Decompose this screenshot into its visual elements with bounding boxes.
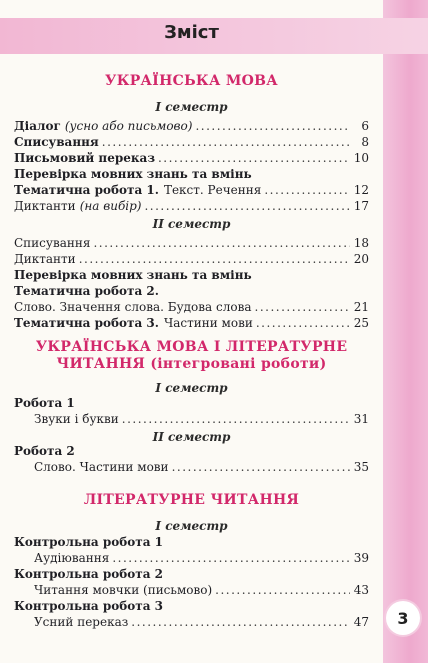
entry-title: Перевірка мовних знань та вмінь <box>14 167 252 181</box>
toc-entry[interactable] <box>34 615 369 631</box>
entry-title: Читання мовчки (письмово) <box>34 583 213 597</box>
entry-title: Слово. Значення слова. Будова слова <box>14 300 252 314</box>
entry-title: Списування <box>14 236 91 250</box>
toc-entry[interactable] <box>34 583 369 599</box>
semester-heading: II семестр <box>152 217 231 231</box>
toc-subheading <box>14 396 369 412</box>
entry-page: 10 <box>353 151 369 165</box>
toc-entry[interactable] <box>14 300 369 316</box>
toc-entry[interactable] <box>34 460 369 476</box>
semester-heading: II семестр <box>152 430 231 444</box>
entry-note: (усно або письмово) <box>64 119 193 133</box>
section-title-literary-reading: ЛІТЕРАТУРНЕ ЧИТАННЯ <box>83 492 300 508</box>
section-title-integrated-line1: УКРАЇНСЬКА МОВА І ЛІТЕРАТУРНЕ <box>35 339 348 355</box>
entry-title: Письмовий переказ <box>14 151 155 165</box>
dot-leader <box>256 316 350 330</box>
toc-subheading <box>14 444 369 460</box>
dot-leader <box>255 300 351 314</box>
entry-title: Диктанти <box>14 252 76 266</box>
dot-leader <box>195 119 350 133</box>
dot-leader <box>102 135 350 149</box>
toc-entry[interactable] <box>14 119 369 135</box>
dot-leader <box>215 583 350 597</box>
toc-entry[interactable] <box>34 412 369 428</box>
semester-heading: I семестр <box>155 100 228 114</box>
dot-leader <box>158 151 350 165</box>
toc-entry[interactable] <box>14 183 369 199</box>
entry-title: Аудіювання <box>34 551 110 565</box>
entry-title: Усний переказ <box>34 615 129 629</box>
toc-subheading <box>14 167 369 183</box>
entry-subtitle: Частини мови <box>163 316 253 330</box>
entry-page: 39 <box>353 551 369 565</box>
toc-entry[interactable] <box>34 551 369 567</box>
entry-page: 18 <box>353 236 369 250</box>
dot-leader <box>112 551 350 565</box>
toc-subheading <box>14 535 369 551</box>
dot-leader <box>131 615 350 629</box>
entry-title: Контрольна робота 3 <box>14 599 164 613</box>
entry-page: 12 <box>353 183 369 197</box>
dot-leader <box>79 252 350 266</box>
entry-title: Діалог <box>14 119 61 133</box>
dot-leader <box>93 236 350 250</box>
toc-subheading <box>14 268 369 284</box>
entry-page: 25 <box>353 316 369 330</box>
semester-heading: I семестр <box>155 381 228 395</box>
entry-title: Перевірка мовних знань та вмінь <box>14 268 252 282</box>
entry-page: 6 <box>361 119 369 133</box>
entry-title: Тематична робота 1. <box>14 183 159 197</box>
page-title: Зміст <box>164 22 219 43</box>
entry-subtitle: Текст. Речення <box>163 183 262 197</box>
toc-entry[interactable] <box>14 236 369 252</box>
dot-leader <box>122 412 350 426</box>
side-color-band <box>383 0 428 663</box>
page-number-badge: 3 <box>386 601 420 635</box>
toc-entry[interactable] <box>14 316 369 332</box>
entry-title: Списування <box>14 135 99 149</box>
entry-title: Контрольна робота 2 <box>14 567 164 581</box>
entry-page: 21 <box>353 300 369 314</box>
entry-page: 35 <box>353 460 369 474</box>
entry-title: Диктанти <box>14 199 76 213</box>
dot-leader <box>172 460 350 474</box>
section-title-ukrainian-language: УКРАЇНСЬКА МОВА <box>105 73 278 89</box>
toc-entry[interactable] <box>14 252 369 268</box>
entry-title: Звуки і букви <box>34 412 119 426</box>
entry-title: Тематична робота 3. <box>14 316 159 330</box>
entry-page: 20 <box>353 252 369 266</box>
toc-subheading <box>14 599 369 615</box>
entry-page: 43 <box>353 583 369 597</box>
dot-leader <box>264 183 350 197</box>
toc-subheading <box>14 284 369 300</box>
entry-title: Слово. Частини мови <box>34 460 169 474</box>
entry-title: Робота 1 <box>14 396 75 410</box>
toc-entry[interactable] <box>14 199 369 215</box>
entry-title: Робота 2 <box>14 444 75 458</box>
section-title-integrated-line2: ЧИТАННЯ (інтегровані роботи) <box>56 356 327 372</box>
entry-note: (на вибір) <box>79 199 142 213</box>
toc-entry[interactable] <box>14 135 369 151</box>
entry-page: 31 <box>353 412 369 426</box>
semester-heading: I семестр <box>155 519 228 533</box>
entry-page: 47 <box>353 615 369 629</box>
entry-page: 17 <box>353 199 369 213</box>
entry-page: 8 <box>361 135 369 149</box>
entry-title: Контрольна робота 1 <box>14 535 164 549</box>
toc-subheading <box>14 567 369 583</box>
dot-leader <box>144 199 350 213</box>
toc-entry[interactable] <box>14 151 369 167</box>
entry-title: Тематична робота 2. <box>14 284 159 298</box>
